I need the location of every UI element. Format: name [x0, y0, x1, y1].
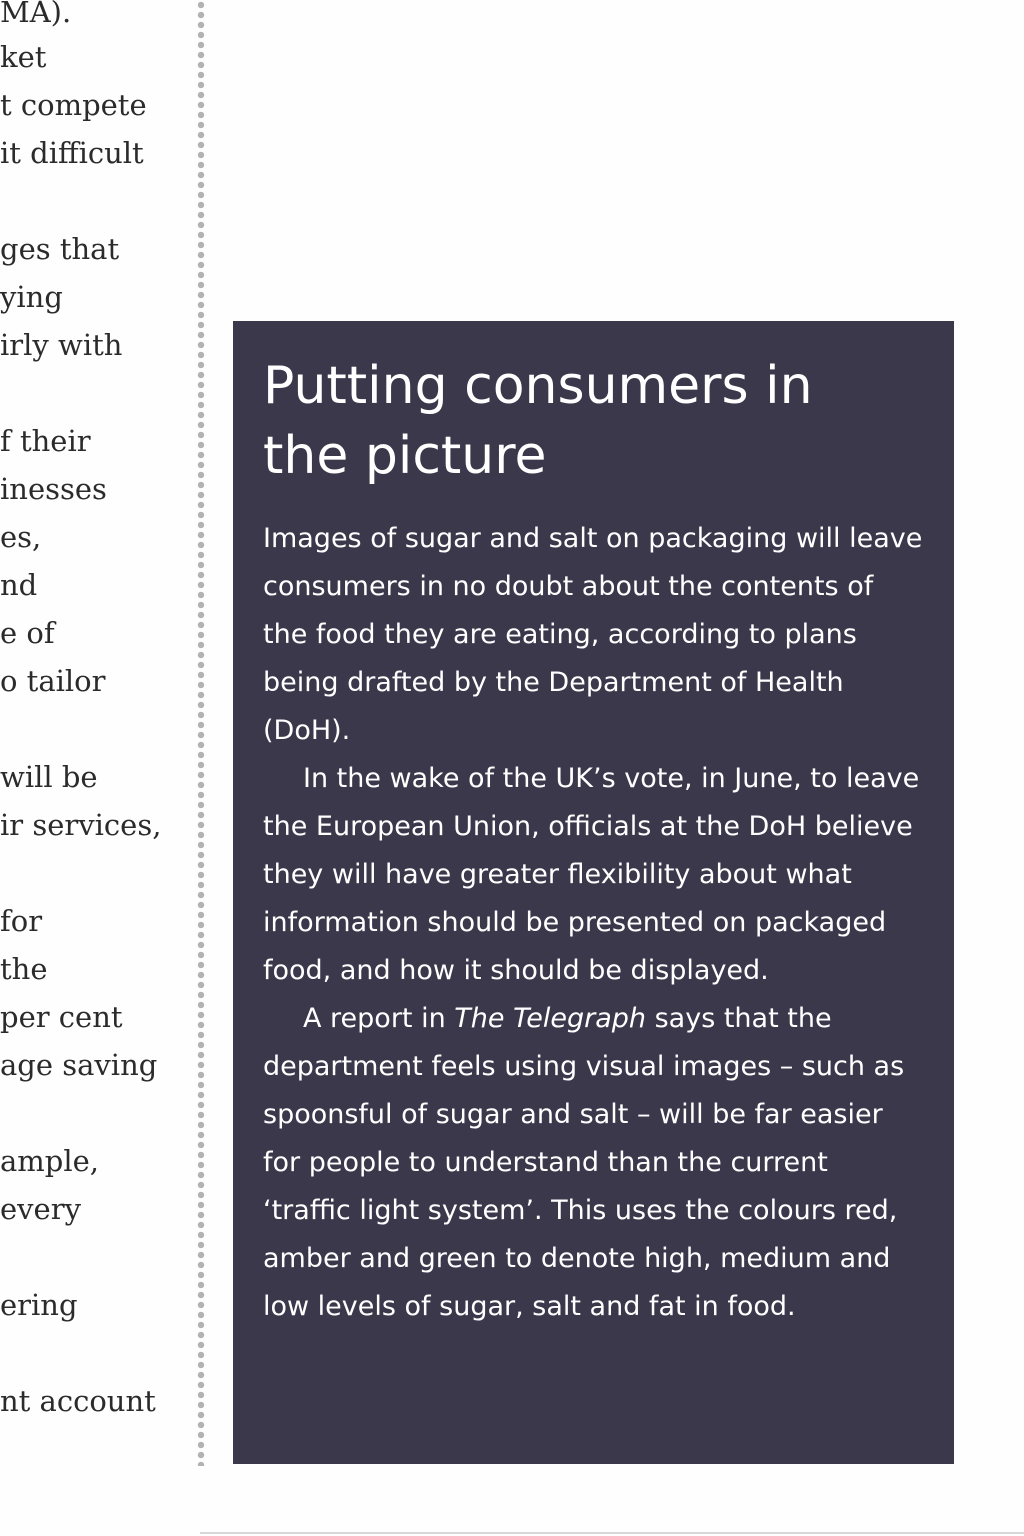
- left-column-line: ying: [0, 280, 63, 314]
- sidebar-paragraph-1: Images of sugar and salt on packaging will leave consumers in no doubt about the contents of the food they are eating, according to plans being drafted by the Department of Health (DoH).: [263, 523, 923, 746]
- sidebar-title: [263, 351, 954, 491]
- left-column-line: ering: [0, 1288, 78, 1322]
- left-column-line: ample,: [0, 1144, 100, 1178]
- left-column-line: e of: [0, 616, 55, 650]
- publication-title: The Telegraph: [454, 1003, 647, 1034]
- left-column-line: ges that: [0, 232, 120, 266]
- left-column-text: [0, 0, 185, 1536]
- sidebar-paragraph-2: In the wake of the UK’s vote, in June, to leave the European Union, officials at the DoH believe they will have greater flexibility about what information should be presented on packaged food, and how it should be displayed.: [263, 763, 920, 986]
- paragraph-3-rest: says that the department feels using visual images – such as spoonsful of sugar and salt – will be far easier for people to understand than the current ‘traffic light system’. This uses the colours red, amber and green to denote high, medium and low levels of sugar, salt and fat in food.: [263, 1003, 905, 1322]
- left-column-line: es,: [0, 520, 42, 554]
- sidebar-title-line-1: Putting consumers in: [263, 356, 813, 416]
- bottom-rule: [200, 1532, 1024, 1534]
- sidebar-box: [233, 321, 954, 1464]
- left-column-line: f their: [0, 424, 91, 458]
- sidebar-body: [263, 515, 923, 1331]
- paragraph-3-lead: A report in: [303, 1003, 455, 1034]
- left-column-line: the: [0, 952, 48, 986]
- left-column-line: ir services,: [0, 808, 162, 842]
- left-column-line: age saving: [0, 1048, 158, 1082]
- left-column-line: MA).: [0, 0, 72, 29]
- left-column-line: it difficult: [0, 136, 144, 170]
- left-column-line: nt account: [0, 1384, 156, 1418]
- dotted-column-divider: [196, 0, 206, 1466]
- left-column-line: for: [0, 904, 43, 938]
- left-column-line: will be: [0, 760, 98, 794]
- left-column-line: every: [0, 1192, 81, 1226]
- sidebar-paragraph-3: [263, 995, 923, 1331]
- left-column-line: nd: [0, 568, 38, 602]
- left-column-line: irly with: [0, 328, 123, 362]
- sidebar-title-line-2: the picture: [263, 426, 547, 486]
- left-column-line: inesses: [0, 472, 107, 506]
- left-column-line: o tailor: [0, 664, 106, 698]
- left-column-line: per cent: [0, 1000, 123, 1034]
- left-column-line: ket: [0, 40, 47, 74]
- left-column-line: t compete: [0, 88, 147, 122]
